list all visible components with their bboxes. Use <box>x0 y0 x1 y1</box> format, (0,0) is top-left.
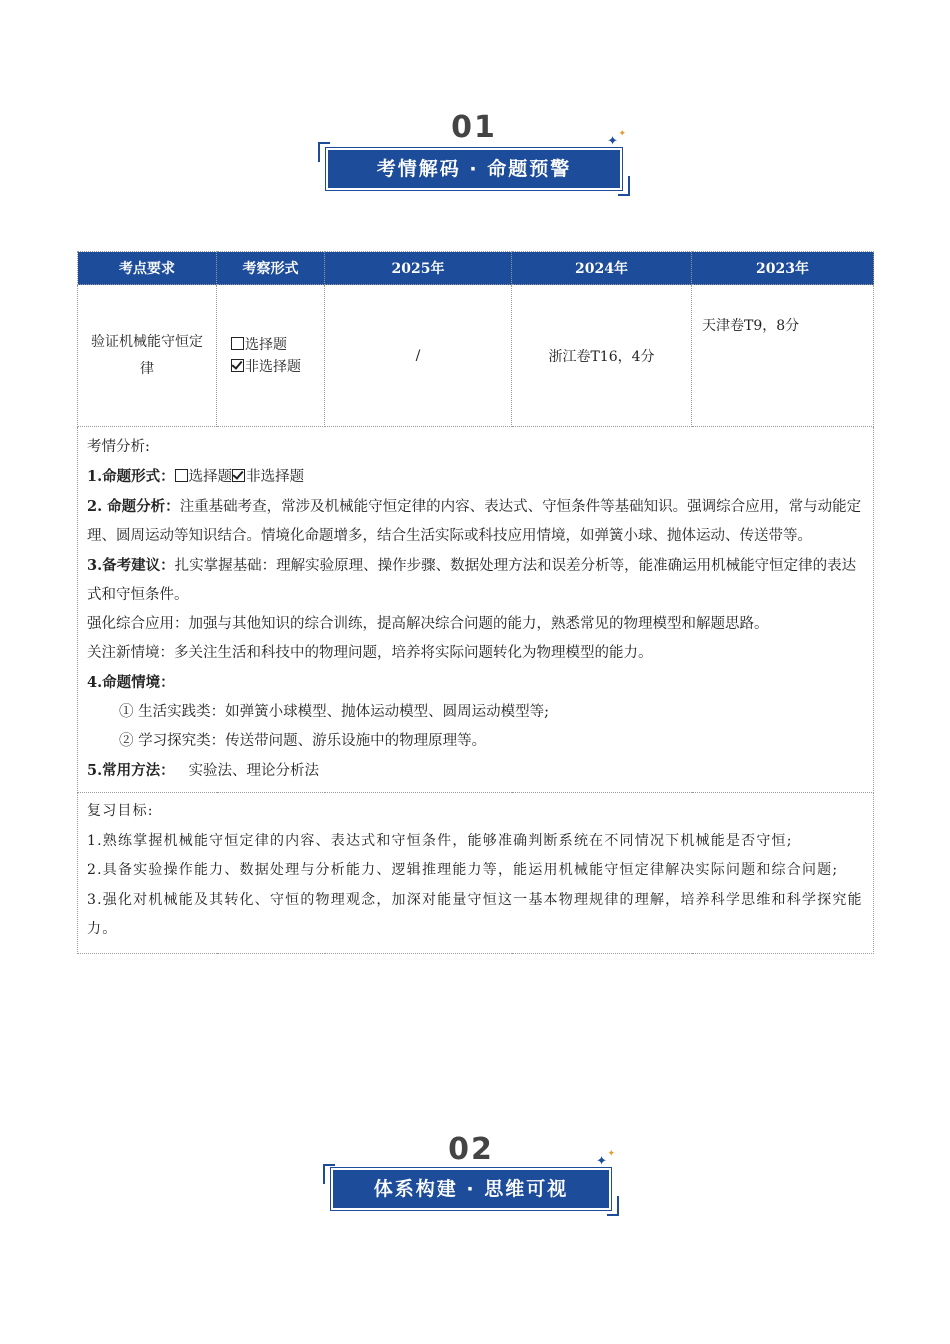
item-label: 5.常用方法： <box>87 762 175 779</box>
section-banner-01 <box>318 110 630 196</box>
header-cell: 2023年 <box>692 252 874 285</box>
table-row <box>78 285 874 427</box>
form-option-label: 非选择题 <box>245 358 301 375</box>
item-label: 3.备考建议： <box>87 557 175 574</box>
form-option-label: 选择题 <box>245 336 287 353</box>
review-goal: 1.熟练掌握机械能守恒定律的内容、表达式和守恒条件，能够准确判断系统在不同情况下机械能是否守恒; <box>87 832 793 849</box>
option-label: 非选择题 <box>246 469 305 485</box>
item-text: 扎实掌握基础：理解实验原理、操作步骤、数据处理方法和误差分析等，能准确运用机械能守恒定律的表达式和守恒条件。 <box>87 558 857 603</box>
table-header-row <box>78 252 874 285</box>
analysis-item-5 <box>87 756 864 786</box>
requirement-cell: 验证机械能守恒定律 <box>78 285 217 427</box>
sparkle-icon: ✦ <box>607 1149 615 1159</box>
checked-box-icon <box>232 469 245 482</box>
scenario-item: ② 学习探究类：传送带问题、游乐设施中的物理原理等。 <box>119 733 487 749</box>
review-goal: 3.强化对机械能及其转化、守恒的物理观念，加深对能量守恒这一基本物理规律的理解，培养科学思维和科学探究能力。 <box>87 891 863 937</box>
analysis-paragraph: 关注新情境：多关注生活和科技中的物理问题，培养将实际问题转化为物理模型的能力。 <box>87 645 653 661</box>
bracket-right <box>618 176 630 196</box>
year-2024-cell: 浙江卷T16，4分 <box>512 285 692 427</box>
header-cell: 2024年 <box>512 252 692 285</box>
section-number: 01 <box>451 110 497 145</box>
scenario-item: ① 生活实践类：如弹簧小球模型、抛体运动模型、圆周运动模型等; <box>119 704 549 720</box>
item-label: 2. 命题分析： <box>87 498 180 515</box>
review-row <box>78 793 874 954</box>
analysis-row <box>78 427 874 793</box>
item-label: 4.命题情境： <box>87 674 175 691</box>
review-cell <box>78 793 874 954</box>
exam-analysis-table <box>77 251 874 954</box>
item-label: 1.命题形式： <box>87 468 175 485</box>
bracket-right <box>607 1196 619 1216</box>
unchecked-box-icon <box>231 337 244 350</box>
analysis-heading: 考情分析: <box>87 439 150 455</box>
item-text: 注重基础考查，常涉及机械能守恒定律的内容、表达式、守恒条件等基础知识。强调综合应用，常与动能定理、圆周运动等知识结合。情境化命题增多，结合生活实际或科技应用情境，如弹簧小球、抛体运动、传送带等。 <box>87 499 862 544</box>
section-title: 考情解码 · 命题预警 <box>328 150 620 188</box>
year-2023-cell: 天津卷T9，8分 <box>692 285 874 427</box>
review-heading: 复习目标: <box>87 803 154 819</box>
sparkle-icon: ✦ <box>596 1154 607 1169</box>
analysis-paragraph: 强化综合应用：加强与其他知识的综合训练，提高解决综合问题的能力，熟悉常见的物理模型和解题思路。 <box>87 616 769 632</box>
option-label: 选择题 <box>188 469 233 485</box>
header-cell: 考察形式 <box>217 252 325 285</box>
sparkle-icon: ✦ <box>607 134 618 149</box>
analysis-item-1 <box>87 462 864 492</box>
form-cell <box>217 285 325 427</box>
section-banner-02 <box>323 1132 619 1218</box>
analysis-item-2 <box>87 492 864 551</box>
item-text: 实验法、理论分析法 <box>188 763 319 779</box>
section-title: 体系构建 · 思维可视 <box>333 1170 609 1208</box>
section-number: 02 <box>448 1132 494 1167</box>
unchecked-box-icon <box>175 469 188 482</box>
year-2025-cell: / <box>325 285 512 427</box>
analysis-item-4 <box>87 668 864 698</box>
header-cell: 2025年 <box>325 252 512 285</box>
review-goal: 2.具备实验操作能力、数据处理与分析能力、逻辑推理能力等，能运用机械能守恒定律解决实际问题和综合问题; <box>87 862 839 878</box>
header-cell: 考点要求 <box>78 252 217 285</box>
sparkle-icon: ✦ <box>618 129 626 139</box>
analysis-item-3 <box>87 551 864 610</box>
analysis-cell <box>78 427 874 793</box>
checked-box-icon <box>231 359 244 372</box>
